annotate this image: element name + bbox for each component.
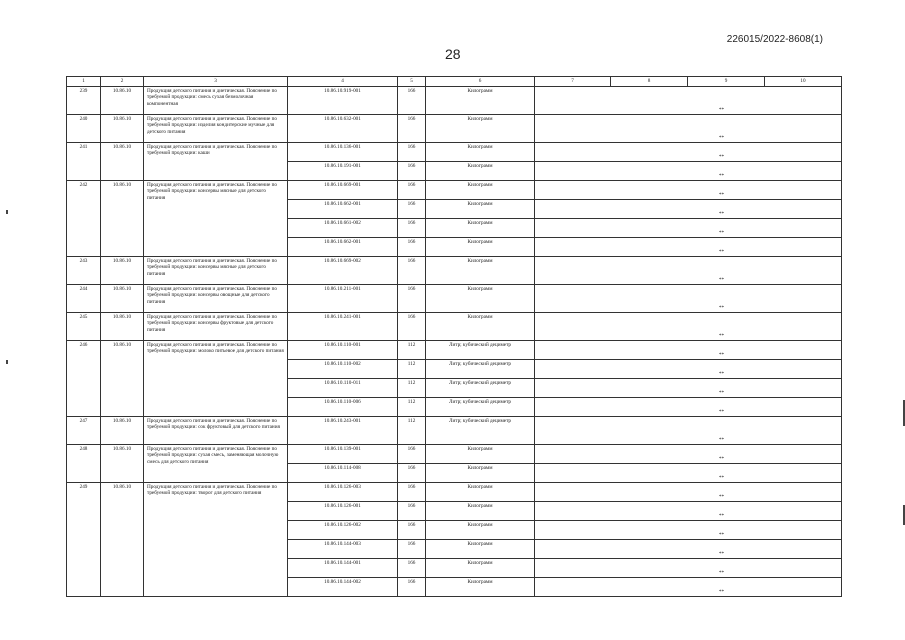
catalog-position-code: 10.86.10.243-001 xyxy=(288,417,398,445)
value-cell: ** xyxy=(535,285,842,313)
column-header: 3 xyxy=(144,77,288,87)
product-description: Продукция детского питания и диетическая. Пояснение по требуемой продукции: консервы фруктовые для детского питания xyxy=(144,313,288,341)
unit-name: Килограмм xyxy=(426,502,535,521)
unit-code: 112 xyxy=(398,398,426,417)
unit-code: 112 xyxy=(398,360,426,379)
value-cell: ** xyxy=(535,502,842,521)
catalog-position-code: 10.86.10.661-002 xyxy=(288,219,398,238)
catalog-position-code: 10.86.10.919-001 xyxy=(288,87,398,115)
unit-name: Литр; кубический дециметр xyxy=(426,398,535,417)
value-cell: ** xyxy=(535,360,842,379)
value-cell: ** xyxy=(535,87,842,115)
table-body xyxy=(67,87,842,597)
okpd2-code: 10.86.10 xyxy=(101,483,144,597)
unit-code: 166 xyxy=(398,483,426,502)
catalog-position-code: 10.86.10.136-001 xyxy=(288,143,398,162)
value-cell: ** xyxy=(535,200,842,219)
catalog-position-code: 10.86.10.669-002 xyxy=(288,257,398,285)
product-description: Продукция детского питания и диетическая. Пояснение по требуемой продукции: сухая смесь, заменяющая молочную смесь для детского питания xyxy=(144,445,288,483)
value-cell: ** xyxy=(535,143,842,162)
value-cell: ** xyxy=(535,341,842,360)
unit-name: Килограмм xyxy=(426,115,535,143)
value-cell: ** xyxy=(535,219,842,238)
value-cell: ** xyxy=(535,578,842,597)
column-header: 5 xyxy=(398,77,426,87)
row-number: 248 xyxy=(67,445,101,483)
unit-name: Килограмм xyxy=(426,219,535,238)
value-cell: ** xyxy=(535,445,842,464)
row-number: 247 xyxy=(67,417,101,445)
unit-name: Литр; кубический дециметр xyxy=(426,417,535,445)
okpd2-code: 10.86.10 xyxy=(101,181,144,257)
unit-code: 166 xyxy=(398,313,426,341)
document-id: 226015/2022-8608(1) xyxy=(726,34,823,45)
okpd2-code: 10.86.10 xyxy=(101,115,144,143)
unit-code: 166 xyxy=(398,285,426,313)
catalog-position-code: 10.86.10.211-001 xyxy=(288,285,398,313)
column-header: 1 xyxy=(67,77,101,87)
table-row xyxy=(67,313,842,341)
unit-code: 112 xyxy=(398,417,426,445)
catalog-position-code: 10.86.10.669-001 xyxy=(288,181,398,200)
okpd2-code: 10.86.10 xyxy=(101,285,144,313)
table-row xyxy=(67,445,842,464)
unit-code: 166 xyxy=(398,87,426,115)
unit-code: 166 xyxy=(398,219,426,238)
value-cell: ** xyxy=(535,559,842,578)
catalog-position-code: 10.86.10.662-001 xyxy=(288,200,398,219)
unit-code: 166 xyxy=(398,578,426,597)
unit-name: Килограмм xyxy=(426,540,535,559)
unit-code: 166 xyxy=(398,257,426,285)
okpd2-code: 10.86.10 xyxy=(101,417,144,445)
value-cell: ** xyxy=(535,417,842,445)
table-row xyxy=(67,143,842,162)
catalog-position-code: 10.86.10.126-003 xyxy=(288,483,398,502)
unit-name: Килограмм xyxy=(426,238,535,257)
unit-name: Килограмм xyxy=(426,87,535,115)
unit-code: 112 xyxy=(398,379,426,398)
okpd2-code: 10.86.10 xyxy=(101,257,144,285)
catalog-position-code: 10.86.10.144-002 xyxy=(288,578,398,597)
unit-name: Килограмм xyxy=(426,521,535,540)
unit-code: 166 xyxy=(398,115,426,143)
value-cell: ** xyxy=(535,257,842,285)
table-row xyxy=(67,341,842,360)
table-row xyxy=(67,87,842,115)
catalog-position-code: 10.86.10.144-001 xyxy=(288,559,398,578)
unit-name: Килограмм xyxy=(426,559,535,578)
row-number: 245 xyxy=(67,313,101,341)
unit-name: Килограмм xyxy=(426,578,535,597)
scan-mark xyxy=(903,505,905,525)
row-number: 242 xyxy=(67,181,101,257)
unit-code: 112 xyxy=(398,341,426,360)
row-number: 241 xyxy=(67,143,101,181)
catalog-position-code: 10.86.10.126-001 xyxy=(288,502,398,521)
value-cell: ** xyxy=(535,540,842,559)
column-header: 6 xyxy=(426,77,535,87)
okpd2-code: 10.86.10 xyxy=(101,341,144,417)
unit-name: Килограмм xyxy=(426,445,535,464)
catalog-position-code: 10.86.10.110-001 xyxy=(288,341,398,360)
registry-table xyxy=(66,76,842,597)
column-header: 8 xyxy=(611,77,688,87)
row-number: 246 xyxy=(67,341,101,417)
product-description: Продукция детского питания и диетическая. Пояснение по требуемой продукции: сок фруктовый для детского питания xyxy=(144,417,288,445)
unit-code: 166 xyxy=(398,502,426,521)
row-number: 239 xyxy=(67,87,101,115)
catalog-position-code: 10.86.10.241-001 xyxy=(288,313,398,341)
value-cell: ** xyxy=(535,521,842,540)
column-header: 4 xyxy=(288,77,398,87)
table-row xyxy=(67,483,842,502)
value-cell: ** xyxy=(535,464,842,483)
product-description: Продукция детского питания и диетическая. Пояснение по требуемой продукции: консервы мясные для детского питания xyxy=(144,257,288,285)
okpd2-code: 10.86.10 xyxy=(101,313,144,341)
product-description: Продукция детского питания и диетическая. Пояснение по требуемой продукции: консервы овощные для детского питания xyxy=(144,285,288,313)
product-description: Продукция детского питания и диетическая. Пояснение по требуемой продукции: смесь сухая безмолочная компонентная xyxy=(144,87,288,115)
column-header: 7 xyxy=(535,77,611,87)
value-cell: ** xyxy=(535,483,842,502)
unit-name: Литр; кубический дециметр xyxy=(426,341,535,360)
unit-code: 166 xyxy=(398,143,426,162)
value-cell: ** xyxy=(535,379,842,398)
okpd2-code: 10.86.10 xyxy=(101,445,144,483)
catalog-position-code: 10.86.10.114-008 xyxy=(288,464,398,483)
okpd2-code: 10.86.10 xyxy=(101,87,144,115)
scan-mark xyxy=(903,400,905,426)
catalog-position-code: 10.86.10.662-001 xyxy=(288,238,398,257)
value-cell: ** xyxy=(535,238,842,257)
value-cell: ** xyxy=(535,398,842,417)
column-header: 2 xyxy=(101,77,144,87)
catalog-position-code: 10.86.10.139-001 xyxy=(288,445,398,464)
unit-code: 166 xyxy=(398,445,426,464)
unit-name: Килограмм xyxy=(426,313,535,341)
unit-code: 166 xyxy=(398,181,426,200)
unit-name: Килограмм xyxy=(426,162,535,181)
unit-name: Килограмм xyxy=(426,285,535,313)
row-number: 243 xyxy=(67,257,101,285)
catalog-position-code: 10.86.10.144-003 xyxy=(288,540,398,559)
okpd2-code: 10.86.10 xyxy=(101,143,144,181)
value-cell: ** xyxy=(535,162,842,181)
catalog-position-code: 10.86.10.110-011 xyxy=(288,379,398,398)
unit-name: Килограмм xyxy=(426,181,535,200)
unit-code: 166 xyxy=(398,559,426,578)
product-description: Продукция детского питания и диетическая. Пояснение по требуемой продукции: творог для детского питания xyxy=(144,483,288,597)
value-cell: ** xyxy=(535,313,842,341)
table-row xyxy=(67,417,842,445)
row-number: 240 xyxy=(67,115,101,143)
table-row xyxy=(67,257,842,285)
table-row xyxy=(67,115,842,143)
unit-code: 166 xyxy=(398,521,426,540)
product-description: Продукция детского питания и диетическая. Пояснение по требуемой продукции: каши xyxy=(144,143,288,181)
unit-code: 166 xyxy=(398,200,426,219)
unit-name: Килограмм xyxy=(426,143,535,162)
table-row xyxy=(67,285,842,313)
unit-name: Килограмм xyxy=(426,200,535,219)
value-cell: ** xyxy=(535,115,842,143)
row-number: 249 xyxy=(67,483,101,597)
catalog-position-code: 10.86.10.110-006 xyxy=(288,398,398,417)
product-description: Продукция детского питания и диетическая. Пояснение по требуемой продукции: консервы мясные для детского питания xyxy=(144,181,288,257)
scan-mark xyxy=(6,360,8,364)
scan-mark xyxy=(6,210,8,214)
unit-code: 166 xyxy=(398,464,426,483)
unit-name: Килограмм xyxy=(426,464,535,483)
value-cell: ** xyxy=(535,181,842,200)
unit-code: 166 xyxy=(398,540,426,559)
row-number: 244 xyxy=(67,285,101,313)
column-header: 10 xyxy=(765,77,842,87)
unit-code: 166 xyxy=(398,162,426,181)
catalog-position-code: 10.86.10.126-002 xyxy=(288,521,398,540)
catalog-position-code: 10.86.10.110-002 xyxy=(288,360,398,379)
catalog-position-code: 10.86.10.632-001 xyxy=(288,115,398,143)
page-number: 28 xyxy=(445,46,461,62)
product-description: Продукция детского питания и диетическая. Пояснение по требуемой продукции: молоко питьевое для детского питания xyxy=(144,341,288,417)
catalog-position-code: 10.86.10.191-001 xyxy=(288,162,398,181)
column-number-row xyxy=(67,77,842,87)
column-header: 9 xyxy=(688,77,765,87)
unit-name: Литр; кубический дециметр xyxy=(426,360,535,379)
product-description: Продукция детского питания и диетическая. Пояснение по требуемой продукции: изделия кондитерские мучные для детского питания xyxy=(144,115,288,143)
unit-name: Килограмм xyxy=(426,257,535,285)
unit-name: Литр; кубический дециметр xyxy=(426,379,535,398)
table-row xyxy=(67,181,842,200)
unit-name: Килограмм xyxy=(426,483,535,502)
unit-code: 166 xyxy=(398,238,426,257)
